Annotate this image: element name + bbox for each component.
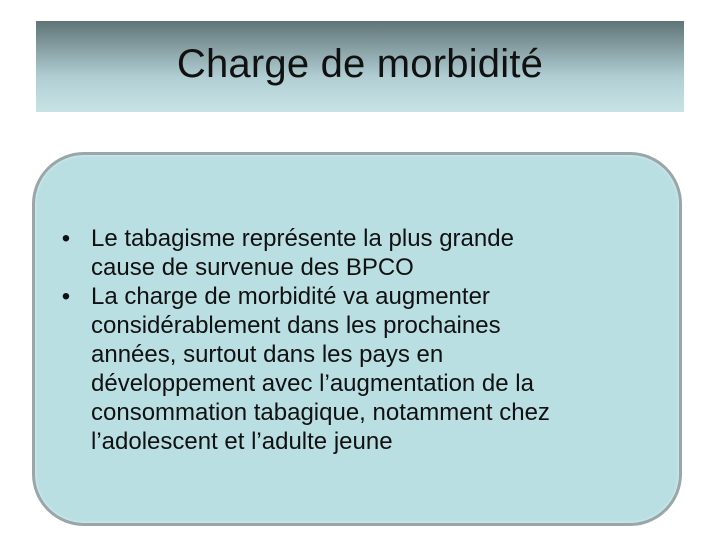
bullet-line: l’adolescent et l’adulte jeune: [91, 428, 393, 455]
bullet-marker-icon: •: [61, 225, 71, 252]
bullet-line: La charge de morbidité va augmenter: [91, 283, 490, 310]
bullet-line: consommation tabagique, notamment chez: [91, 399, 550, 426]
bullet-line: Le tabagisme représente la plus grande: [91, 225, 514, 252]
bullet-line: cause de survenue des BPCO: [91, 254, 414, 281]
bullet-line: considérablement dans les prochaines: [91, 312, 501, 339]
bullet-item: [59, 282, 659, 456]
bullet-list: [59, 224, 659, 456]
title-bar: [36, 21, 684, 112]
bullet-line: développement avec l’augmentation de la: [91, 370, 534, 397]
bullet-item: [59, 224, 659, 282]
bullet-marker-icon: •: [61, 283, 71, 310]
slide-title: Charge de morbidité: [176, 41, 544, 86]
content-box: [32, 152, 682, 526]
bullet-line: années, surtout dans les pays en: [91, 341, 444, 368]
